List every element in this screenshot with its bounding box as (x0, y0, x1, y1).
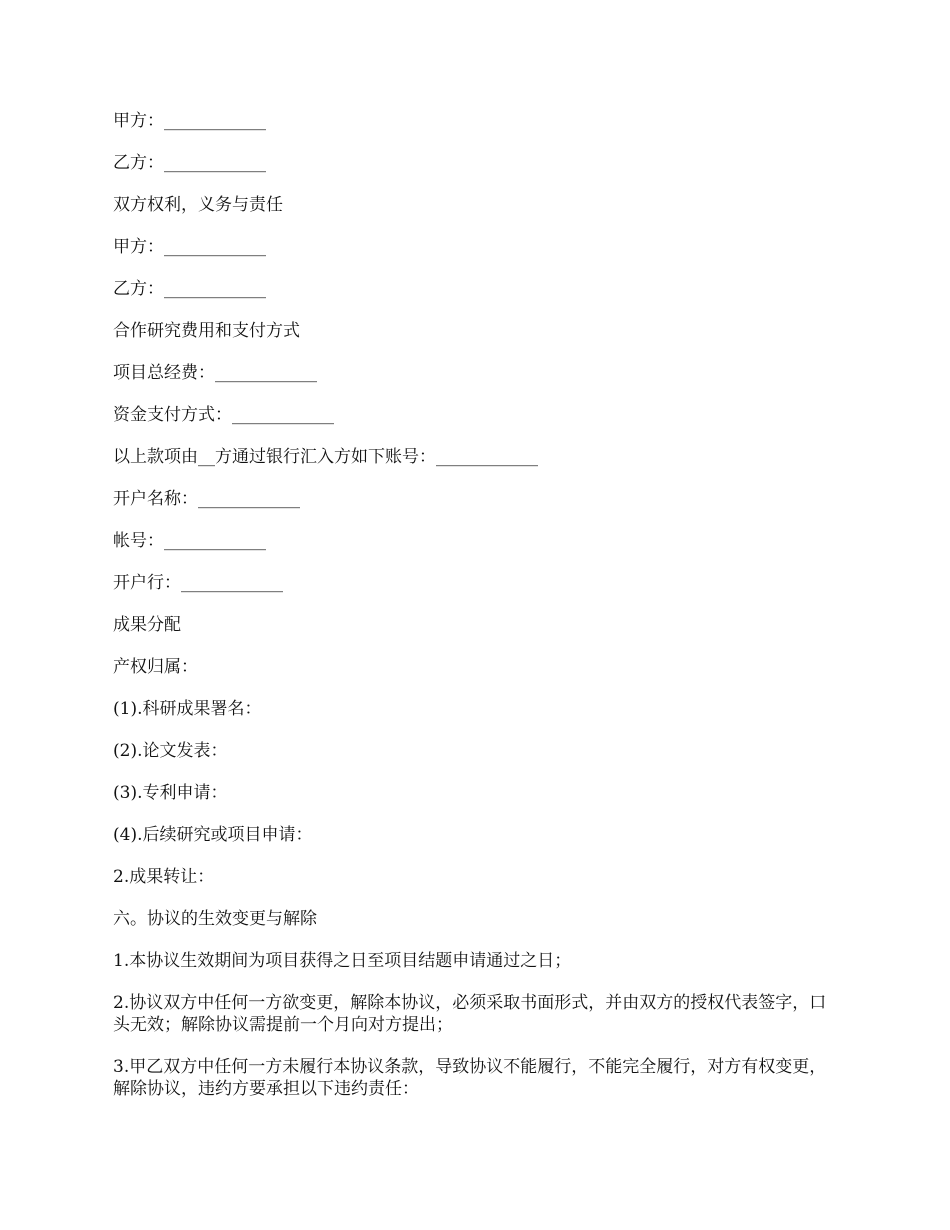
result-transfer-line: 2.成果转让： (113, 867, 215, 887)
section-heading-rights: 双方权利，义务与责任 (113, 195, 283, 215)
section-heading-funding: 合作研究费用和支付方式 (113, 321, 300, 341)
bank-branch-line: 开户行：____________ (113, 573, 283, 593)
termination-clause-2: 2.协议双方中任何一方欲变更，解除本协议，必须采取书面形式，并由双方的授权代表签字，口头无效；解除协议需提前一个月向对方提出； (113, 993, 827, 1035)
ownership-item-3: (3).专利申请： (113, 783, 228, 803)
bank-transfer-line: 以上款项由__方通过银行汇入方如下账号：____________ (113, 447, 538, 467)
termination-clause-1: 1.本协议生效期间为项目获得之日至项目结题申请通过之日； (113, 951, 572, 971)
payment-method-line: 资金支付方式：____________ (113, 405, 334, 425)
ownership-item-1: (1).科研成果署名： (113, 699, 262, 719)
document-body (113, 110, 838, 1120)
total-funding-line: 项目总经费：____________ (113, 363, 317, 383)
ownership-line: 产权归属： (113, 657, 198, 677)
account-name-line: 开户名称：____________ (113, 489, 300, 509)
party-b-line: 乙方：____________ (113, 153, 266, 173)
ownership-item-2: (2).论文发表： (113, 741, 228, 761)
ownership-item-4: (4).后续研究或项目申请： (113, 825, 313, 845)
party-a-rights-line: 甲方：____________ (113, 237, 266, 257)
section-heading-termination: 六。协议的生效变更与解除 (113, 909, 317, 929)
party-a-line: 甲方：____________ (113, 111, 266, 131)
party-b-rights-line: 乙方：____________ (113, 279, 266, 299)
account-number-line: 帐号：____________ (113, 531, 266, 551)
section-heading-results: 成果分配 (113, 615, 181, 635)
termination-clause-3: 3.甲乙双方中任何一方未履行本协议条款，导致协议不能履行，不能完全履行，对方有权变更，解除协议，违约方要承担以下违约责任： (113, 1057, 827, 1099)
